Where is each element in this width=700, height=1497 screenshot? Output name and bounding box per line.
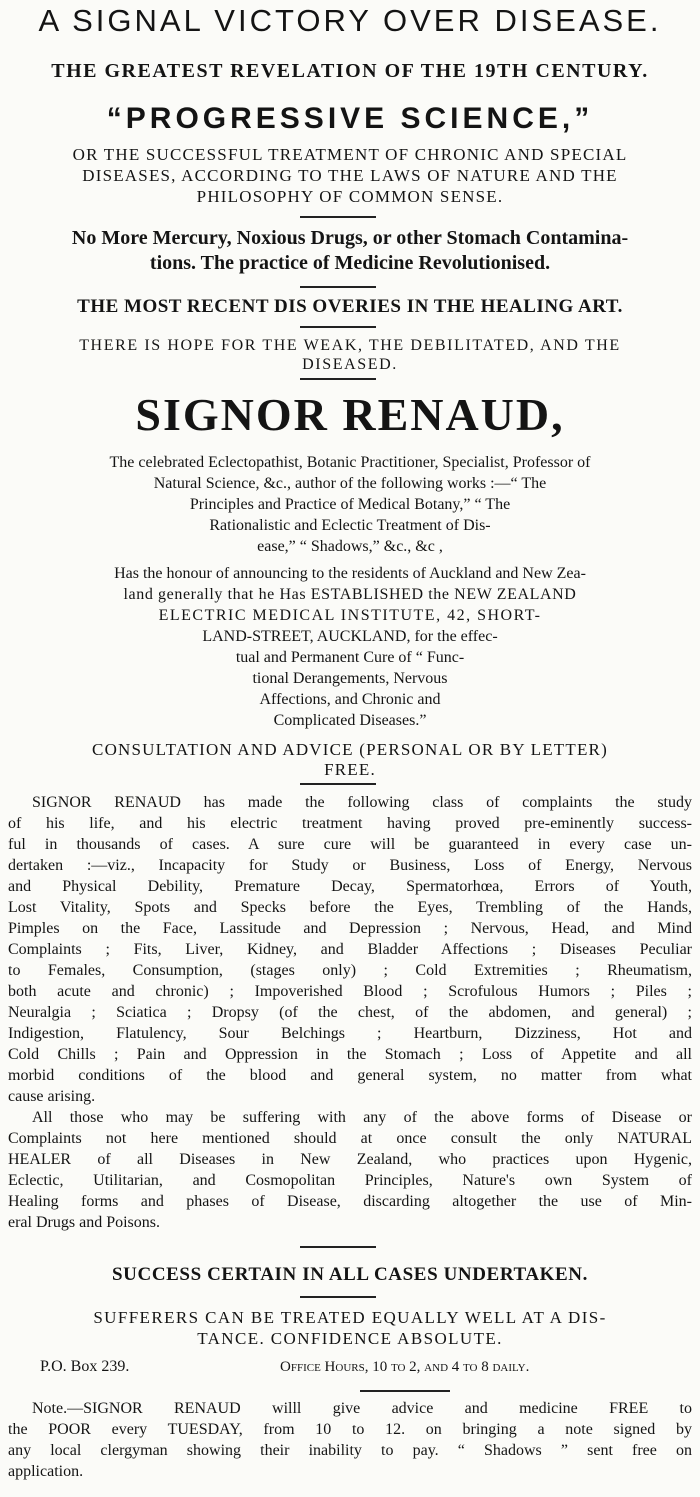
headline (8, 2, 692, 40)
no-more-mercury: No More Mercury, Noxious Drugs, or other Stomach Contamina- tions. The practice of Medicine Revolutionised. (71, 227, 629, 274)
success-heading: SUCCESS CERTAIN IN ALL CASES UNDERTAKEN. (112, 1264, 588, 1285)
hope-heading: THERE IS HOPE FOR THE WEAK, THE DEBILITATED, AND THE DISEASED. (79, 337, 621, 373)
progressive-science-heading: “PROGRESSIVE SCIENCE,” (106, 102, 594, 135)
divider (300, 1296, 376, 1298)
signor-renaud-name: SIGNOR RENAUD, (135, 389, 565, 440)
headline-text: A SIGNAL VICTORY OVER DISEASE. (38, 3, 662, 38)
sufferers-heading: SUFFERERS CAN BE TREATED EQUALLY WELL AT A DIS- TANCE. CONFIDENCE ABSOLUTE. (93, 1308, 607, 1348)
revelation-heading: THE GREATEST REVELATION OF THE 19TH CENTURY. (51, 60, 649, 82)
recent-discoveries-heading: THE MOST RECENT DIS OVERIES IN THE HEALING ART. (77, 296, 623, 317)
po-box: P.O. Box 239. (40, 1358, 130, 1375)
note-paragraph: Note.—SIGNOR RENAUD willl give advice and medicine FREE to the POOR every TUESDAY, from 10 to 12. on bringing a note signed by any local clergyman showing their inability to pay. “ Shadows ” sent free on application. (8, 1400, 692, 1480)
divider (300, 378, 376, 380)
complaints-paragraph: SIGNOR RENAUD has made the following class of complaints the study of his life, and his electric treatment having proved pre-eminently success- ful in thousands of cases. A sure cure will be guaranteed in every case un- dertaken :—viz., Incapacity for Study or Business, Loss of Energy, Nervous and Physical Debility, Premature Decay, Spermatorhœa, Errors of Youth, Lost Vitality, Spots and Specks before the Eyes, Trembling of the Hands, Pimples on the Face, Lassitude and Depression ; Nervous, Head, and Mind Complaints ; Fits, Liver, Kidney, and Bladder Affections ; Diseases Peculiar to Females, Consumption, (stages only) ; Cold Extremities ; Rheumatism, both acute and chronic) ; Impoverished Blood ; Scrofulous Humors ; Piles ; Neuralgia ; Sciatica ; Dropsy (of the chest, of the abdomen, and general) ; Indigestion, Flatulency, Sour Belchings ; Heartburn, Dizziness, Hot and Cold Chills ; Pain and Oppression in the Stomach ; Loss of Appetite and all morbid conditions of the blood and general system, no matter from what cause arising. (8, 794, 692, 1105)
divider (300, 286, 376, 288)
divider (360, 1390, 450, 1392)
office-hours: Office Hours, 10 to 2, and 4 to 8 daily. (280, 1359, 530, 1375)
divider (300, 326, 376, 328)
celebrated-description: The celebrated Eclectopathist, Botanic Practitioner, Specialist, Professor of Natural Science, &c., author of the following works :—“ The Principles and Practice of Medical Botany,” “ The Rationalistic and Eclectic Treatment of Dis- ease,” “ Shadows,” &c., &c , (109, 454, 591, 555)
natural-healer-paragraph: All those who may be suffering with any of the above forms of Disease or Complaints not here mentioned should at once consult the only NATURAL HEALER of all Diseases in New Zealand, who practices upon Hygenic, Eclectic, Utilitarian, and Cosmopolitan Principles, Nature's own System of Healing forms and phases of Disease, discarding altogether the use of Min- eral Drugs and Poisons. (8, 1109, 692, 1231)
divider (300, 216, 376, 218)
divider (300, 1246, 376, 1248)
divider (300, 783, 376, 785)
honour-announcement: Has the honour of announcing to the residents of Auckland and New Zea- land generally that he Has ESTABLISHED the NEW ZEALAND ELECTRIC MEDICAL INSTITUTE, 42, SHORT- LAND-STREET, AUCKLAND, for the effec- tual and Permanent Cure of “ Func- tional Derangements, Nervous Affections, and Chronic and Complicated Diseases.” (114, 565, 586, 729)
successful-treatment-heading: OR THE SUCCESSFUL TREATMENT OF CHRONIC AND SPECIAL DISEASES, ACCORDING TO THE LAWS OF NATURE AND THE PHILOSOPHY OF COMMON SENSE. (72, 145, 628, 206)
consultation-heading: CONSULTATION AND ADVICE (PERSONAL OR BY LETTER) FREE. (92, 740, 608, 779)
